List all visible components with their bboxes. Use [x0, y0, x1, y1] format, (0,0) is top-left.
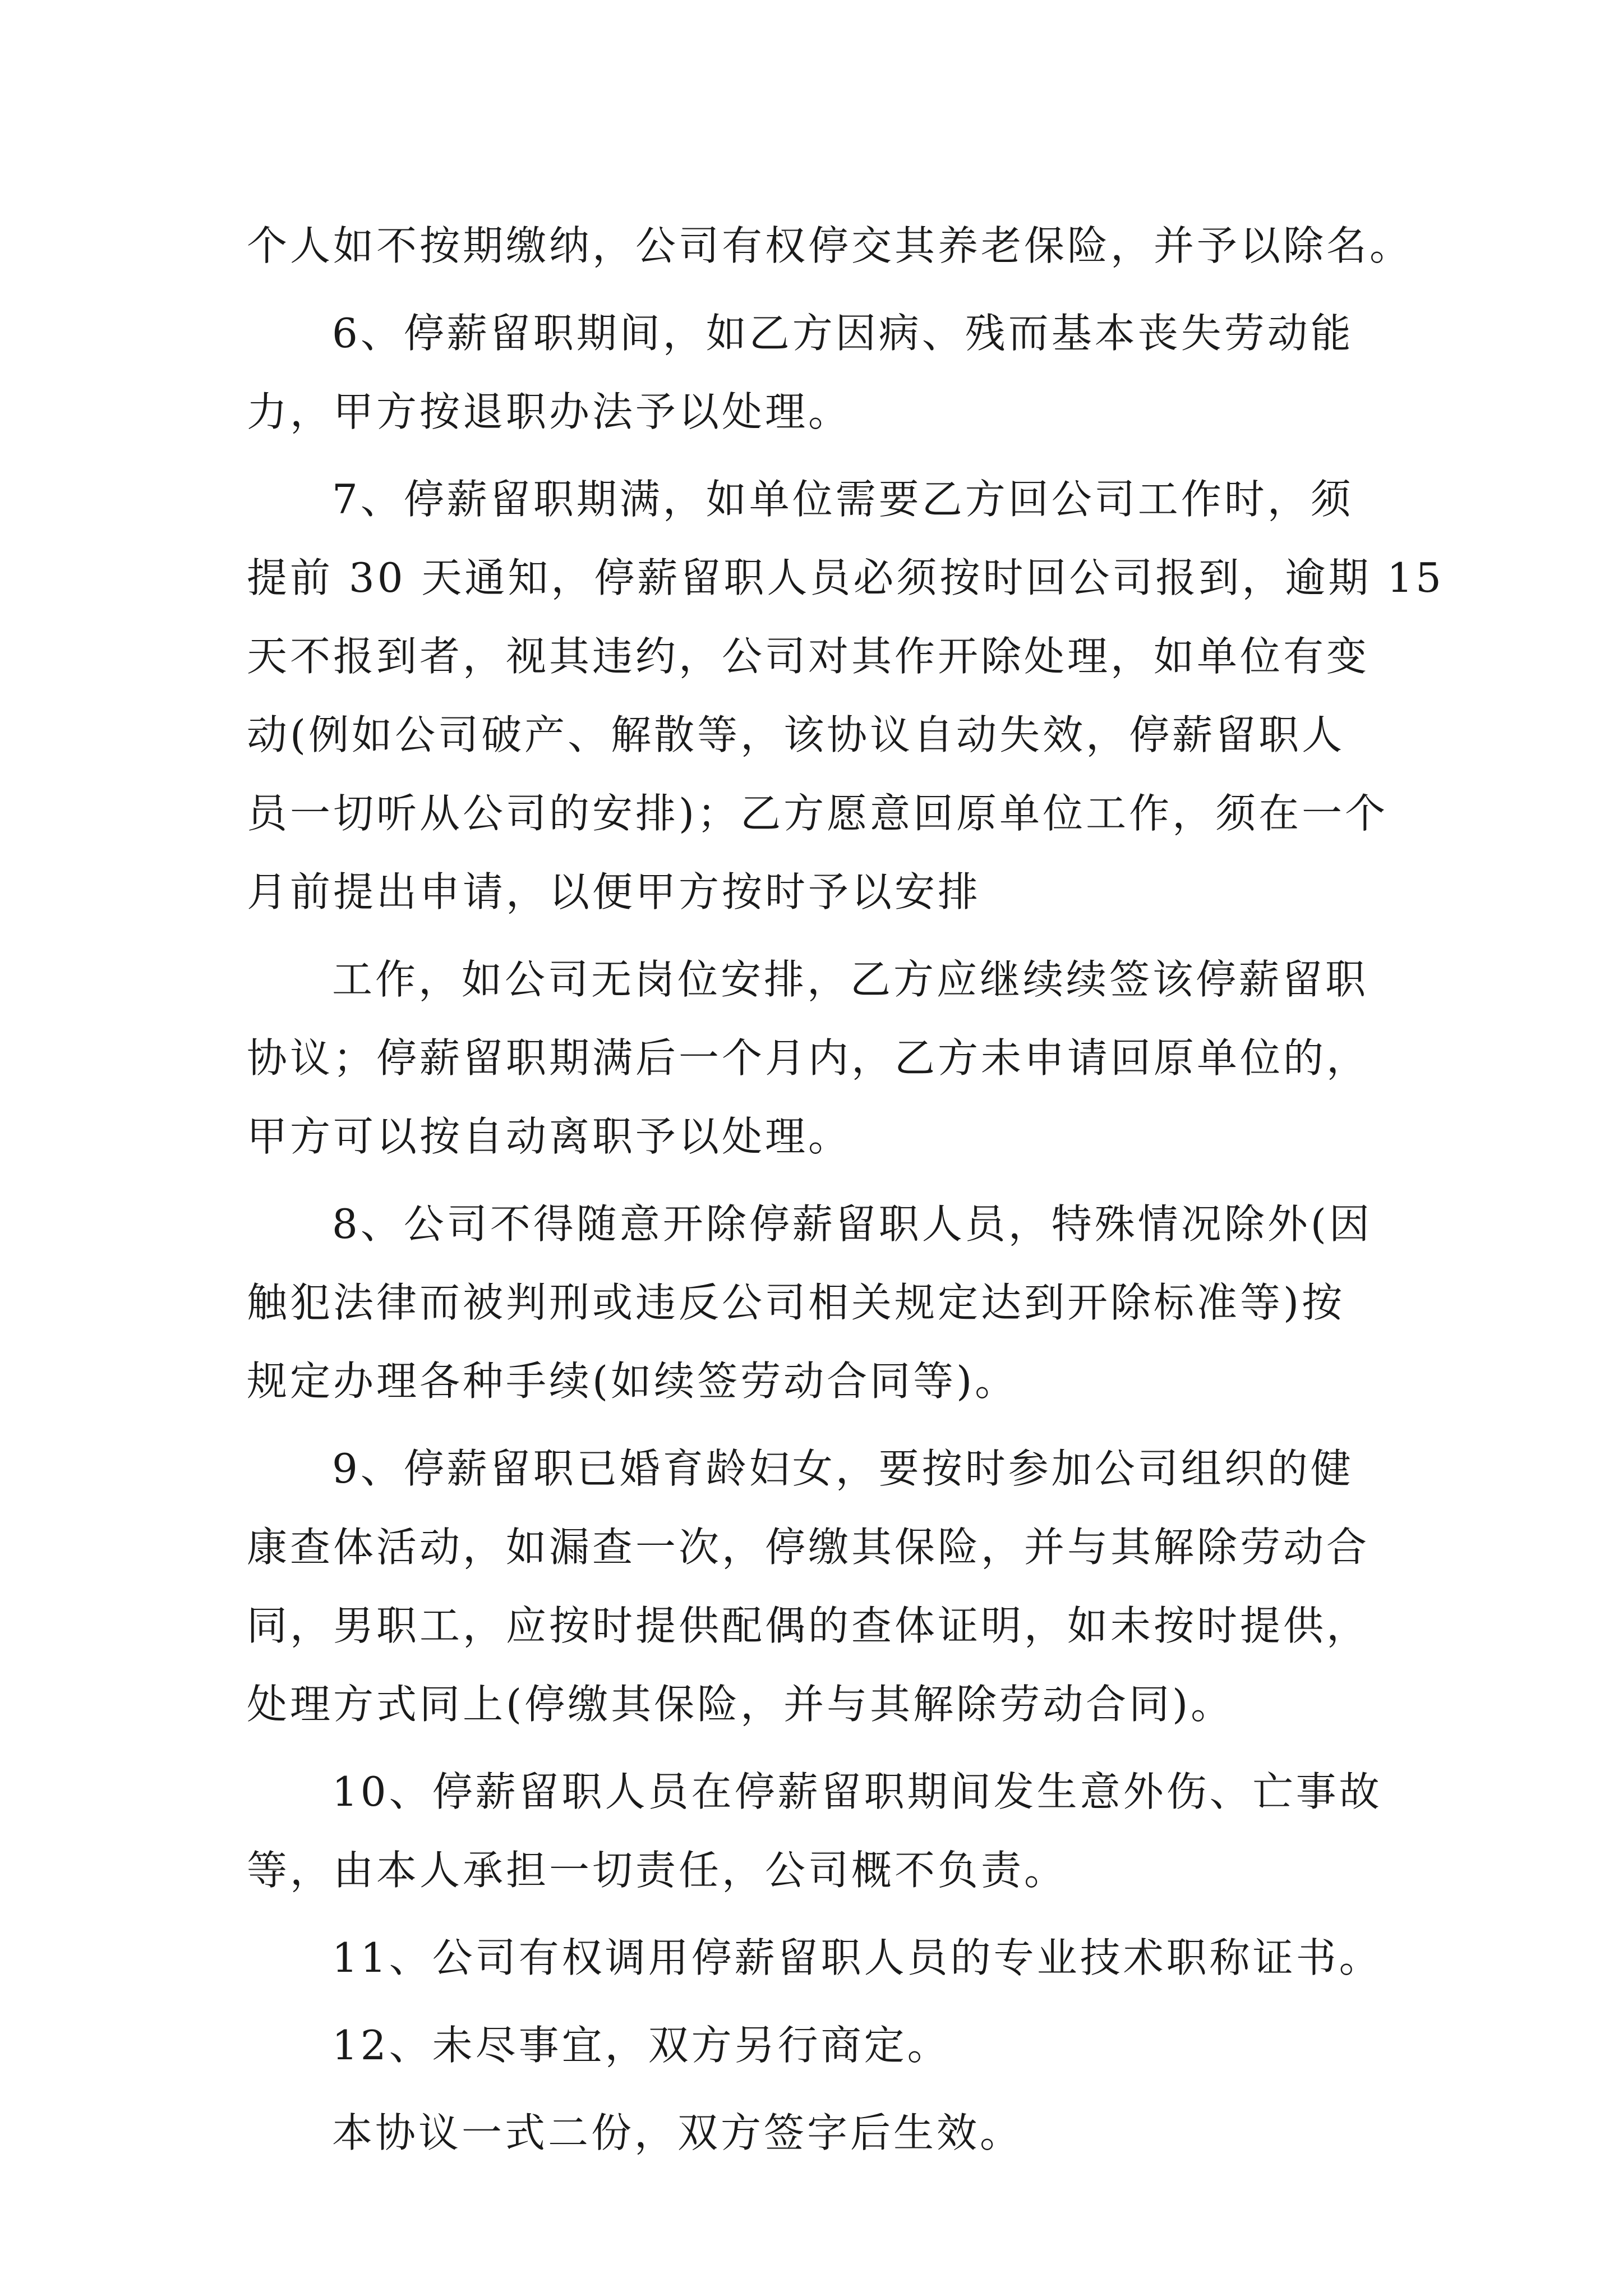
paragraph-line: 10、停薪留职人员在停薪留职期间发生意外伤、亡事故: [332, 1768, 1382, 1815]
paragraph-line: 协议；停薪留职期满后一个月内，乙方未申请回原单位的，: [247, 1034, 1370, 1082]
paragraph-line: 12、未尽事宜，双方另行商定。: [332, 2022, 951, 2069]
paragraph-line: 11、公司有权调用停薪留职人员的专业技术职称证书。: [332, 1934, 1382, 1981]
paragraph-line: 规定办理各种手续(如续签劳动合同等)。: [247, 1358, 1018, 1405]
paragraph-line: 康查体活动，如漏查一次，停缴其保险，并与其解除劳动合: [247, 1524, 1370, 1571]
paragraph-line: 员一切听从公司的安排)；乙方愿意回原单位工作，须在一个: [247, 790, 1389, 837]
paragraph-line: 6、停薪留职期间，如乙方因病、残而基本丧失劳动能: [332, 310, 1354, 357]
paragraph-line: 7、停薪留职期满，如单位需要乙方回公司工作时，须: [332, 476, 1354, 523]
paragraph-line: 处理方式同上(停缴其保险，并与其解除劳动合同)。: [247, 1681, 1234, 1728]
paragraph-line: 9、停薪留职已婚育龄妇女，要按时参加公司组织的健: [332, 1445, 1354, 1492]
paragraph-line: 提前 30 天通知，停薪留职人员必须按时回公司报到，逾期 15: [247, 554, 1444, 601]
document-body: [247, 206, 1444, 2172]
paragraph-line: 甲方可以按自动离职予以处理。: [247, 1113, 852, 1160]
paragraph-line: 力，甲方按退职办法予以处理。: [247, 388, 852, 435]
paragraph-line: 触犯法律而被判刑或违反公司相关规定达到开除标准等)按: [247, 1279, 1345, 1326]
paragraph-line: 个人如不按期缴纳，公司有权停交其养老保险，并予以除名。: [247, 222, 1413, 269]
paragraph-line: 月前提出申请，以便甲方按时予以安排: [247, 868, 981, 915]
paragraph-line: 动(例如公司破产、解散等，该协议自动失效，停薪留职人: [247, 711, 1345, 758]
paragraph-line: 同，男职工，应按时提供配偶的查体证明，如未按时提供，: [247, 1602, 1370, 1649]
paragraph-line: 工作，如公司无岗位安排，乙方应继续续签该停薪留职: [332, 956, 1369, 1003]
paragraph-line: 等，由本人承担一切责任，公司概不负责。: [247, 1847, 1068, 1894]
paragraph-line: 天不报到者，视其违约，公司对其作开除处理，如单位有变: [247, 633, 1370, 680]
paragraph-line: 8、公司不得随意开除停薪留职人员，特殊情况除外(因: [332, 1200, 1372, 1248]
paragraph-line: 本协议一式二份，双方签字后生效。: [332, 2109, 1023, 2156]
